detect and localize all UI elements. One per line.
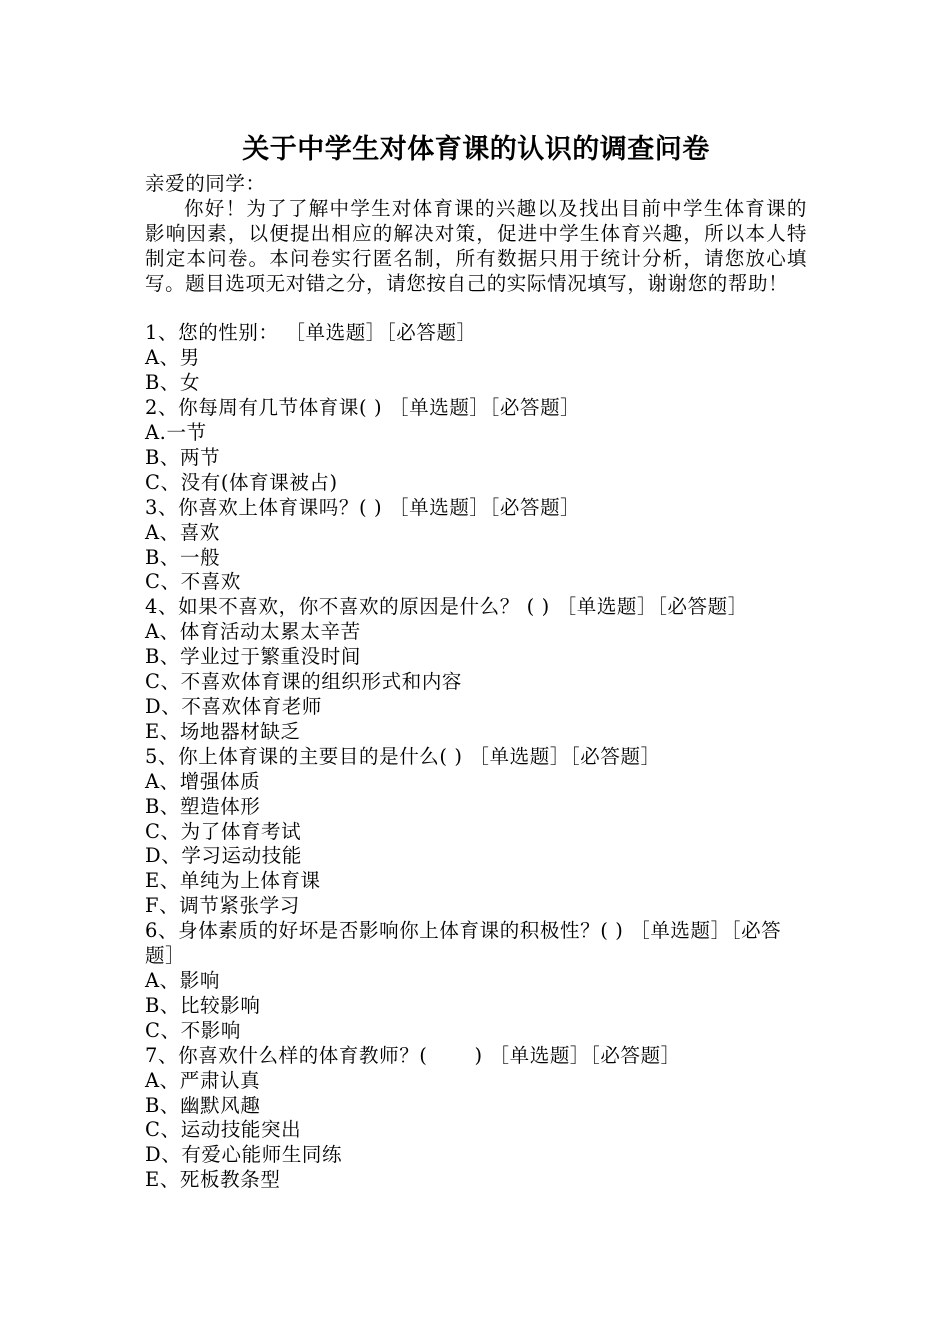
question-7-option: E、死板教条型 [145,1168,281,1192]
document-page [145,128,807,1193]
document-body [145,172,807,1193]
question-6: 6、身体素质的好坏是否影响你上体育课的积极性？( ) ［单选题］［必答题］ [145,919,782,968]
question-5-option: C、为了体育考试 [145,819,302,843]
question-7: 7、你喜欢什么样的体育教师？( ) ［单选题］［必答题］ [145,1043,681,1067]
question-2: 2、你每周有几节体育课( ) ［单选题］［必答题］ [145,396,581,420]
question-2-option: C、没有(体育课被占) [145,470,338,494]
question-3-option: B、一般 [145,545,221,569]
question-2-option: B、两节 [145,445,221,469]
question-5-option: A、增强体质 [145,769,261,793]
question-5-option: E、单纯为上体育课 [145,869,321,893]
question-7-option: D、有爱心能师生同练 [145,1143,343,1167]
intro-paragraph: 你好！为了了解中学生对体育课的兴趣以及找出目前中学生体育课的影响因素，以便提出相应的解决对策，促进中学生体育兴趣，所以本人特制定本问卷。本问卷实行匿名制，所有数据只用于统计分析，请您放心填写。题目选项无对错之分，请您按自己的实际情况填写，谢谢您的帮助！ [145,196,807,295]
question-3-option: A、喜欢 [145,520,220,544]
question-1-option: A、男 [145,346,200,370]
question-7-option: C、运动技能突出 [145,1118,302,1142]
question-1: 1、您的性别： ［单选题］［必答题］ [145,321,477,345]
question-6-option: A、影响 [145,968,220,992]
question-6-option: B、比较影响 [145,993,261,1017]
question-5-option: F、调节紧张学习 [145,894,300,918]
question-3-option: C、不喜欢 [145,570,241,594]
question-3: 3、你喜欢上体育课吗？( ) ［单选题］［必答题］ [145,495,581,519]
question-4-option: A、体育活动太累太辛苦 [145,620,361,644]
question-list [145,321,807,1193]
greeting: 亲爱的同学： [145,172,266,195]
document-title: 关于中学生对体育课的认识的调查问卷 [242,134,710,165]
question-1-option: B、女 [145,371,201,395]
question-2-option: A.一节 [145,421,207,445]
question-4-option: D、不喜欢体育老师 [145,695,323,719]
question-4: 4、如果不喜欢，你不喜欢的原因是什么？ ( ) ［单选题］［必答题］ [145,595,748,619]
question-5-option: B、塑造体形 [145,794,261,818]
question-4-option: C、不喜欢体育课的组织形式和内容 [145,670,463,694]
question-6-option: C、不影响 [145,1018,241,1042]
question-4-option: E、场地器材缺乏 [145,719,301,743]
question-7-option: A、严肃认真 [145,1068,261,1092]
question-7-option: B、幽默风趣 [145,1093,261,1117]
blank-line [145,297,807,322]
question-4-option: B、学业过于繁重没时间 [145,645,361,669]
question-5-option: D、学习运动技能 [145,844,302,868]
question-5: 5、你上体育课的主要目的是什么( ) ［单选题］［必答题］ [145,744,661,768]
